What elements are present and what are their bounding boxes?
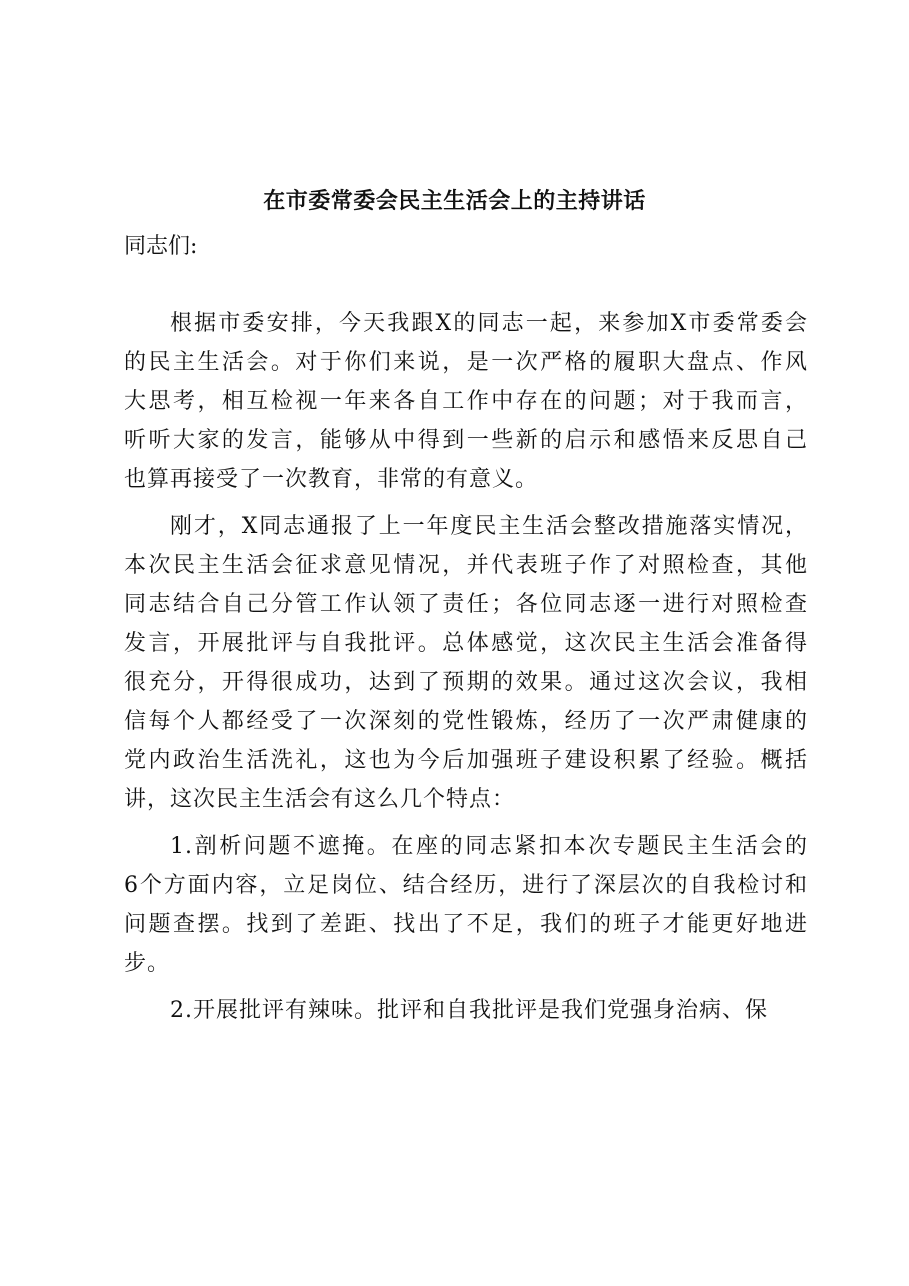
paragraph-line: 发言，开展批评与自我批评。总体感觉，这次民主生活会准备得 bbox=[124, 631, 808, 656]
paragraph-3 bbox=[124, 827, 808, 983]
paragraph-line: 的民主生活会。对于你们来说，是一次严格的履职大盘点、作风 bbox=[124, 350, 808, 375]
paragraph-line: 很充分，开得很成功，达到了预期的效果。通过这次会议，我相 bbox=[124, 670, 808, 695]
paragraph-line: 信每个人都经受了一次深刻的党性锻炼，经历了一次严肃健康的 bbox=[124, 709, 808, 734]
paragraph-line: 听听大家的发言，能够从中得到一些新的启示和感悟来反思自己 bbox=[124, 428, 808, 453]
paragraph-line: 刚才，X同志通报了上一年度民主生活会整改措施落实情况， bbox=[170, 514, 808, 539]
paragraph-line: 讲，这次民主生活会有这么几个特点： bbox=[124, 787, 516, 812]
paragraph-line: 1.剖析问题不遮掩。在座的同志紧扣本次专题民主生活会的 bbox=[170, 834, 808, 859]
paragraph-line: 本次民主生活会征求意见情况，并代表班子作了对照检查，其他 bbox=[124, 553, 808, 578]
paragraph-line: 2.开展批评有辣味。批评和自我批评是我们党强身治病、保 bbox=[170, 998, 768, 1023]
paragraph-1 bbox=[124, 304, 808, 499]
paragraph-line: 党内政治生活洗礼，这也为今后加强班子建设积累了经验。概括 bbox=[124, 748, 808, 773]
document-title: 在市委常委会民主生活会上的主持讲话 bbox=[263, 188, 646, 214]
paragraph-line: 同志结合自己分管工作认领了责任；各位同志逐一进行对照检查 bbox=[124, 592, 808, 617]
paragraph-4 bbox=[124, 991, 808, 1030]
paragraph-2 bbox=[124, 507, 808, 819]
salutation: 同志们: bbox=[124, 234, 198, 259]
paragraph-line: 步。 bbox=[124, 951, 171, 976]
paragraph-line: 问题查摆。找到了差距、找出了不足，我们的班子才能更好地进 bbox=[124, 912, 808, 937]
document-body bbox=[124, 227, 808, 1030]
paragraph-line: 大思考，相互检视一年来各自工作中存在的问题；对于我而言， bbox=[124, 389, 808, 414]
paragraph-line: 也算再接受了一次教育，非常的有意义。 bbox=[124, 467, 539, 492]
paragraph-line: 6个方面内容，立足岗位、结合经历，进行了深层次的自我检讨和 bbox=[124, 873, 808, 898]
paragraph-line: 根据市委安排，今天我跟X的同志一起，来参加X市委常委会 bbox=[170, 311, 808, 336]
